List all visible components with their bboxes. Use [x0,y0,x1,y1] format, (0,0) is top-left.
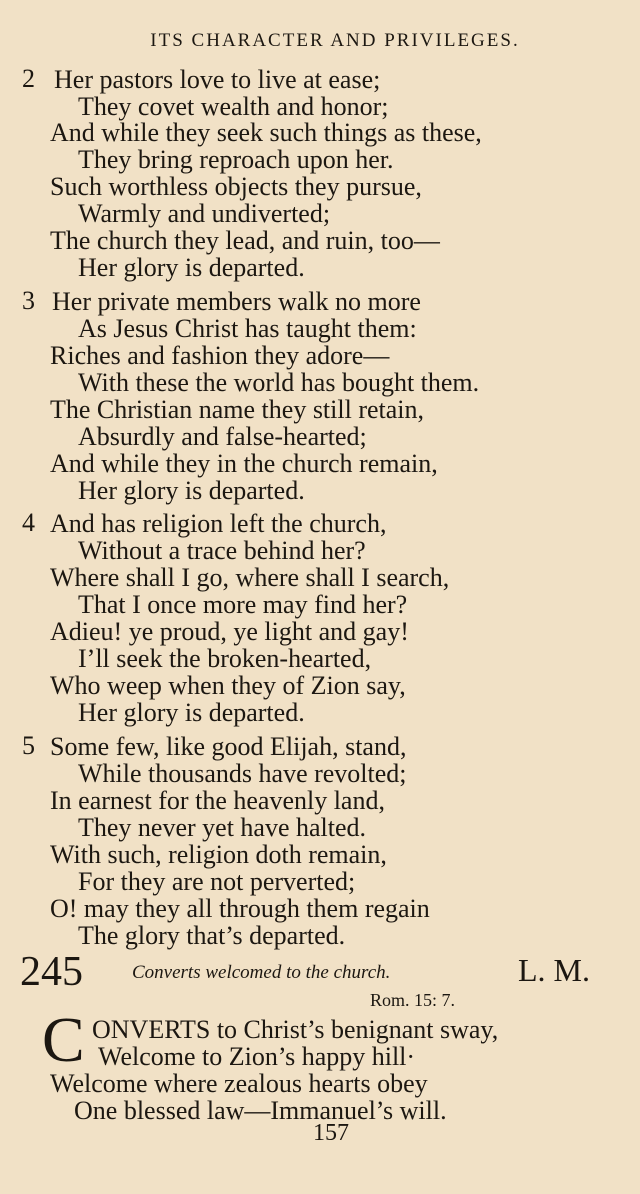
verse-line: And while they in the church remain, [50,449,438,478]
verse-line: Absurdly and false-hearted; [78,422,367,451]
verse-line: With these the world has bought them. [78,368,480,397]
verse-line: Her glory is departed. [78,476,305,505]
verse-number: 2 [22,64,35,93]
page-number: 157 [313,1120,349,1146]
verse-line: In earnest for the heavenly land, [50,786,385,815]
verse-line: ONVERTS to Christ’s benignant sway, [92,1015,499,1044]
verse-line: With such, religion doth remain, [50,840,387,869]
verse-line: Who weep when they of Zion say, [50,671,406,700]
verse-number: 5 [22,731,35,760]
verse-line: One blessed law—Immanuel’s will. [74,1096,447,1125]
verse-line: And while they seek such things as these, [50,118,482,147]
verse-line: Her private members walk no more [52,287,421,316]
verse-line: Welcome to Zion’s happy hill· [98,1042,416,1071]
verse-line: For they are not perverted; [78,867,356,896]
verse-line: Her glory is departed. [78,253,305,282]
verse-line: Her pastors love to live at ease; [54,65,381,94]
verse-line: They never yet have halted. [78,813,367,842]
verse-line: Where shall I go, where shall I search, [50,563,450,592]
running-header: ITS CHARACTER AND PRIVILEGES. [150,30,520,51]
verse-line: Adieu! ye proud, ye light and gay! [50,617,409,646]
verse-line: The church they lead, and ruin, too— [50,226,440,255]
verse-number: 3 [22,286,35,315]
scripture-reference: Rom. 15: 7. [370,990,456,1010]
verse-line: Some few, like good Elijah, stand, [50,732,407,761]
drop-cap: C [42,1004,85,1075]
verse-line: Warmly and undiverted; [78,199,331,228]
hymn-title: Converts welcomed to the church. [132,962,391,983]
hymn-meter: L. M. [518,952,590,988]
verse-line: The glory that’s departed. [78,921,346,950]
verse-line: The Christian name they still retain, [50,395,425,424]
verse-number: 4 [22,508,35,537]
verse-line: They bring reproach upon her. [78,145,394,174]
verse-line: Without a trace behind her? [78,536,366,565]
verse-line: I’ll seek the broken-hearted, [78,644,372,673]
verse-line: O! may they all through them regain [50,894,430,923]
verse-line: Riches and fashion they adore— [50,341,390,370]
verse-line: Welcome where zealous hearts obey [50,1069,428,1098]
verse-line: Her glory is departed. [78,698,305,727]
verse-line: They covet wealth and honor; [78,92,389,121]
verse-line: As Jesus Christ has taught them: [78,314,417,343]
verse-line: While thousands have revolted; [78,759,407,788]
hymn-number: 245 [20,949,83,995]
verse-line: Such worthless objects they pursue, [50,172,422,201]
verse-line: That I once more may find her? [78,590,408,619]
verse-line: And has religion left the church, [50,509,387,538]
